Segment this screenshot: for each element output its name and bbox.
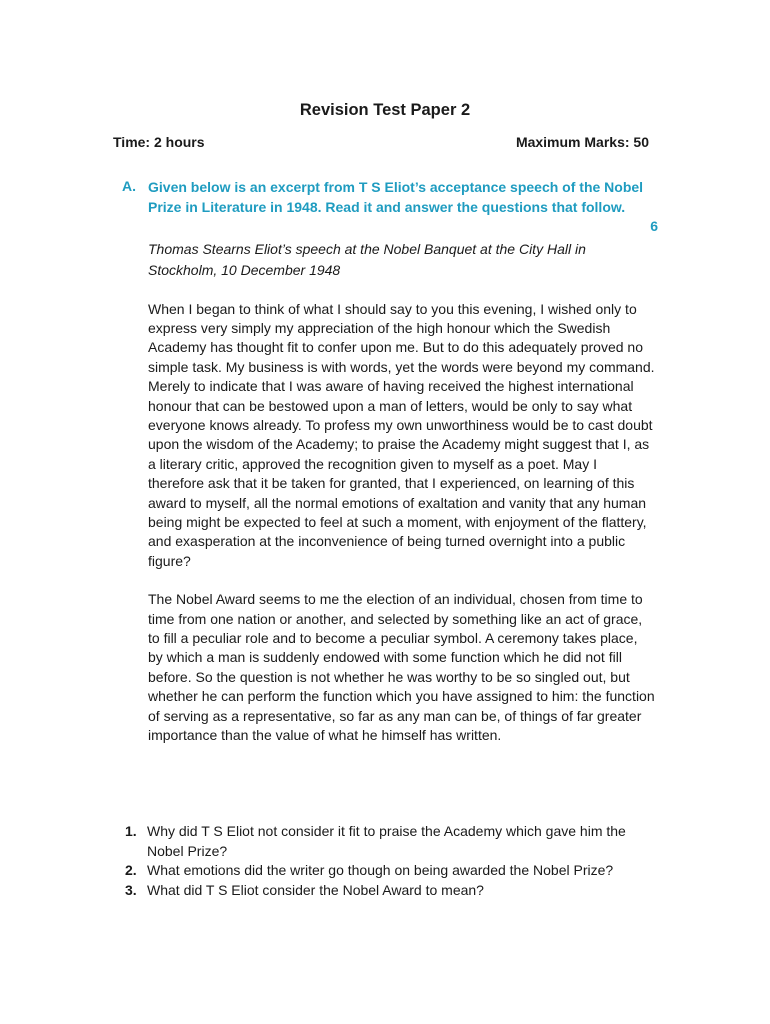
section-marker: A. — [122, 178, 136, 194]
list-item — [125, 881, 665, 901]
time-allowed: Time: 2 hours — [113, 134, 205, 150]
excerpt-paragraph-1: When I began to think of what I should say to you this evening, I wished only to express very simply my appreciation of the high honour which the Swedish Academy has thought fit to confer upon me. But to do this adequately proved no simple task. My business is with words, yet the words were beyond my command. Merely to indicate that I was aware of having received the highest international honour that can be bestowed upon a man of letters, would be only to say what everyone knows already. To profess my own unworthiness would be to cast doubt upon the wisdom of the Academy; to praise the Academy might suggest that I, as a literary critic, approved the recognition given to myself as a poet. May I therefore ask that it be taken for granted, that I experienced, on learning of this award to myself, all the normal emotions of exaltation and vanity that any human being might be expected to feel at such a moment, with enjoyment of the flattery, and exasperation at the inconvenience of being turned overnight into a public figure? — [148, 300, 655, 569]
question-text: Why did T S Eliot not consider it fit to praise the Academy which gave him the Nobel Prize? — [147, 823, 626, 859]
excerpt-paragraph-2: The Nobel Award seems to me the election of an individual, chosen from time to time from one nation or another, and selected by something like an act of grace, to fill a peculiar role and to become a peculiar symbol. A ceremony takes place, by which a man is suddenly endowed with some function which he did not fill before. So the question is not whether he was worthy to be so singled out, but whether he can perform the function which you have assigned to him: the function of serving as a representative, so far as any man can be, of things of far greater importance than the value of what he himself has written. — [148, 591, 655, 744]
question-text: What emotions did the writer go though on being awarded the Nobel Prize? — [147, 862, 614, 878]
exam-meta-row — [113, 134, 649, 150]
question-number: 3. — [125, 881, 137, 898]
list-item — [125, 861, 665, 881]
list-item — [125, 822, 665, 861]
maximum-marks: Maximum Marks: 50 — [515, 134, 649, 150]
section-marks: 6 — [650, 218, 658, 234]
section-a — [122, 178, 658, 759]
section-instruction — [148, 178, 658, 237]
question-number: 2. — [125, 862, 137, 878]
question-list — [125, 822, 665, 900]
question-text: What did T S Eliot consider the Nobel Award to mean? — [147, 881, 484, 898]
instruction-text: Given below is an excerpt from T S Eliot’s acceptance speech of the Nobel Prize in Literature in 1948. Read it and answer the questions that follow. — [148, 179, 644, 215]
question-number: 1. — [125, 823, 137, 839]
section-body — [148, 178, 658, 745]
page-title: Revision Test Paper 2 — [299, 101, 471, 119]
excerpt-caption: Thomas Stearns Eliot’s speech at the Nobel Banquet at the City Hall in Stockholm, 10 December 1948 — [148, 240, 586, 278]
